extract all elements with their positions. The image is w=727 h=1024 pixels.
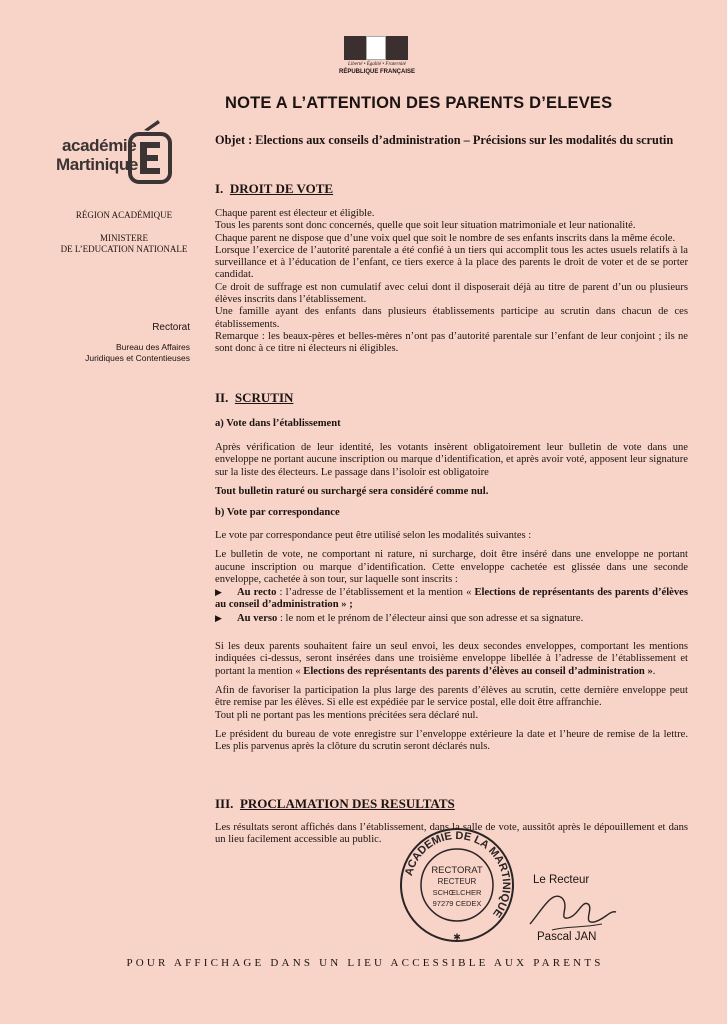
republic-label: RÉPUBLIQUE FRANÇAISE [338, 69, 415, 75]
verso-label: Au verso [237, 612, 278, 624]
s2b-intro: Le vote par correspondance peut être utilisé selon les modalités suivantes : [215, 530, 532, 541]
s2b-p3-bold: Elections des représentants des parents d’élèves au conseil d’administration » [303, 665, 653, 677]
s1-paragraph: Remarque : les beaux-pères et belles-mères n’ont pas d’autorité parentale sur l’enfant de leur conjoint ; ils ne sont donc à ce titre ni électeurs ni éligibles. [215, 330, 688, 355]
section-3-heading [215, 796, 455, 812]
logo-e-icon [128, 118, 172, 184]
subject-line: Objet : Elections aux conseils d’administration – Précisions sur les modalités du scrutin [215, 133, 674, 147]
triangle-bullet-icon: ▶ [215, 587, 222, 598]
s1-paragraph: Une famille ayant des enfants dans plusieurs établissements participe au scrutin dans chacun de ces établissements. [215, 306, 688, 330]
subsection-a-body [215, 442, 688, 498]
logo-word-martinique: Martinique [56, 155, 138, 174]
logo-word-academie: académie [62, 136, 137, 155]
subsection-b-heading: b) Vote par correspondance [215, 507, 340, 518]
triangle-bullet-icon: ▶ [215, 612, 222, 623]
posting-notice: POUR AFFICHAGE DANS UN LIEU ACCESSIBLE AUX PARENTS [126, 957, 604, 969]
bureau-label-2: Juridiques et Contentieuses [85, 353, 190, 363]
stamp-ring-text: ACADEMIE DE LA MARTINIQUE [402, 829, 513, 920]
rectorat-label: Rectorat [152, 322, 190, 333]
rectorat-stamp [398, 826, 516, 944]
s3-paragraph: Les résultats seront affichés dans l’établissement, dans la salle de vote, aussitôt après le dépouillement et dans un lieu facilement accessible au public. [215, 822, 688, 846]
s2a-bold-notice: Tout bulletin raturé ou surchargé sera considéré comme nul. [215, 485, 489, 497]
handwritten-signature [522, 880, 622, 936]
recto-item [215, 586, 688, 612]
subsection-a-heading: a) Vote dans l’établissement [215, 418, 341, 429]
s1-paragraph: Chaque parent est électeur et éligible. [215, 208, 375, 219]
stamp-line-1: RECTORAT [431, 865, 483, 876]
s1-paragraph: Lorsque l’exercice de l’autorité parentale a été confié à un tiers qui accomplit tous les actes usuels relatifs à la surveillance et à l’éducation de l’enfant, ce tiers exerce à la place des parents le droit de voter et de se porter candidat. [215, 244, 688, 281]
s2b-paragraph [215, 641, 688, 678]
section-2-heading [215, 390, 293, 406]
ministry-label-1: MINISTERE [100, 233, 148, 243]
s2b-paragraph: Le président du bureau de vote enregistre sur l’enveloppe extérieure la date et l’heure de remise de la lettre. Les plis parvenus après la clôture du scrutin seront déclarés nuls. [215, 728, 688, 753]
stamp-line-4: 97279 CEDEX [432, 899, 482, 908]
s2a-paragraph: Après vérification de leur identité, les votants insèrent obligatoirement leur bulletin de vote dans une enveloppe ne portant aucune inscription ou marque d’identification, et après avoir voté, apposent leur signature sur la liste des électeurs. Le passage dans l’isoloir est obligatoire [215, 442, 688, 478]
section-1-body [215, 208, 688, 356]
section-3-number: III. [215, 796, 234, 811]
recto-label: Au recto [237, 587, 277, 599]
s1-paragraph: Chaque parent ne dispose que d’une voix quel que soit le nombre de ses enfants inscrits dans la même école. [215, 232, 676, 244]
section-3-title: PROCLAMATION DES RESULTATS [239, 796, 455, 811]
republic-motto: Liberté • Égalité • Fraternité [348, 62, 406, 67]
subsection-b-body [215, 530, 688, 753]
bureau-label-1: Bureau des Affaires [115, 342, 190, 352]
marianne-logo [338, 36, 416, 80]
section-1-heading [215, 181, 333, 197]
s2b-paragraph: Tout pli ne portant pas les mentions précitées sera déclaré nul. [215, 709, 479, 721]
s2b-paragraph: Le bulletin de vote, ne comportant ni rature, ni surcharge, doit être inséré dans une enveloppe ne portant aucune inscription ou marque d’identification. Cette enveloppe cachetée est glissée dans une seconde enveloppe, cachetée à son tour, sur laquelle sont inscrits : [215, 549, 688, 585]
region-label: RÉGION ACADÉMIQUE [75, 210, 173, 220]
academie-logo [56, 112, 186, 190]
s2b-p3-end: . [652, 665, 656, 677]
ministry-label-2: DE L’EDUCATION NATIONALE [60, 244, 188, 254]
section-1-title: DROIT DE VOTE [229, 181, 334, 196]
s1-paragraph: Tous les parents sont donc concernés, quelle que soit leur situation matrimoniale et leur nationalité. [215, 220, 636, 232]
recto-bold-text: Elections de représentants des parents d’élèves au conseil d’administration » ; [215, 587, 688, 611]
s1-paragraph: Ce droit de suffrage est non cumulatif avec celui dont il disposerait déjà au titre de parent d’un ou plusieurs élèves inscrits dans l’établissement. [215, 281, 688, 306]
recto-text: : l’adresse de l’établissement et la mention « [276, 587, 475, 599]
signer-name: Pascal JAN [537, 931, 597, 943]
section-2-title: SCRUTIN [234, 390, 294, 405]
section-2-number: II. [215, 390, 229, 405]
signer-title: Le Recteur [533, 874, 590, 886]
s2b-p3-start: Si les deux parents souhaitent faire un seul envoi, les deux secondes enveloppes, comportant les mentions indiquées ci-dessus, seront insérées dans une troisième enveloppe libellée à l’adresse de l’établissement et portant la mention « [215, 641, 688, 677]
verso-item [215, 612, 688, 625]
stamp-line-3: SCHŒLCHER [432, 888, 482, 897]
verso-text: : le nom et le prénom de l’électeur ainsi que son adresse et sa signature. [277, 612, 584, 624]
page-title: NOTE A L’ATTENTION DES PARENTS D’ELEVES [225, 94, 613, 112]
stamp-star-icon: ✱ [453, 932, 461, 942]
section-1-number: I. [215, 181, 224, 196]
s2b-paragraph: Afin de favoriser la participation la plus large des parents d’élèves au scrutin, cette dernière enveloppe peut être remise par les élèves. Si elle est expédiée par le service postal, elle doit être affranchie. [215, 684, 688, 709]
stamp-line-2: RECTEUR [437, 877, 477, 886]
